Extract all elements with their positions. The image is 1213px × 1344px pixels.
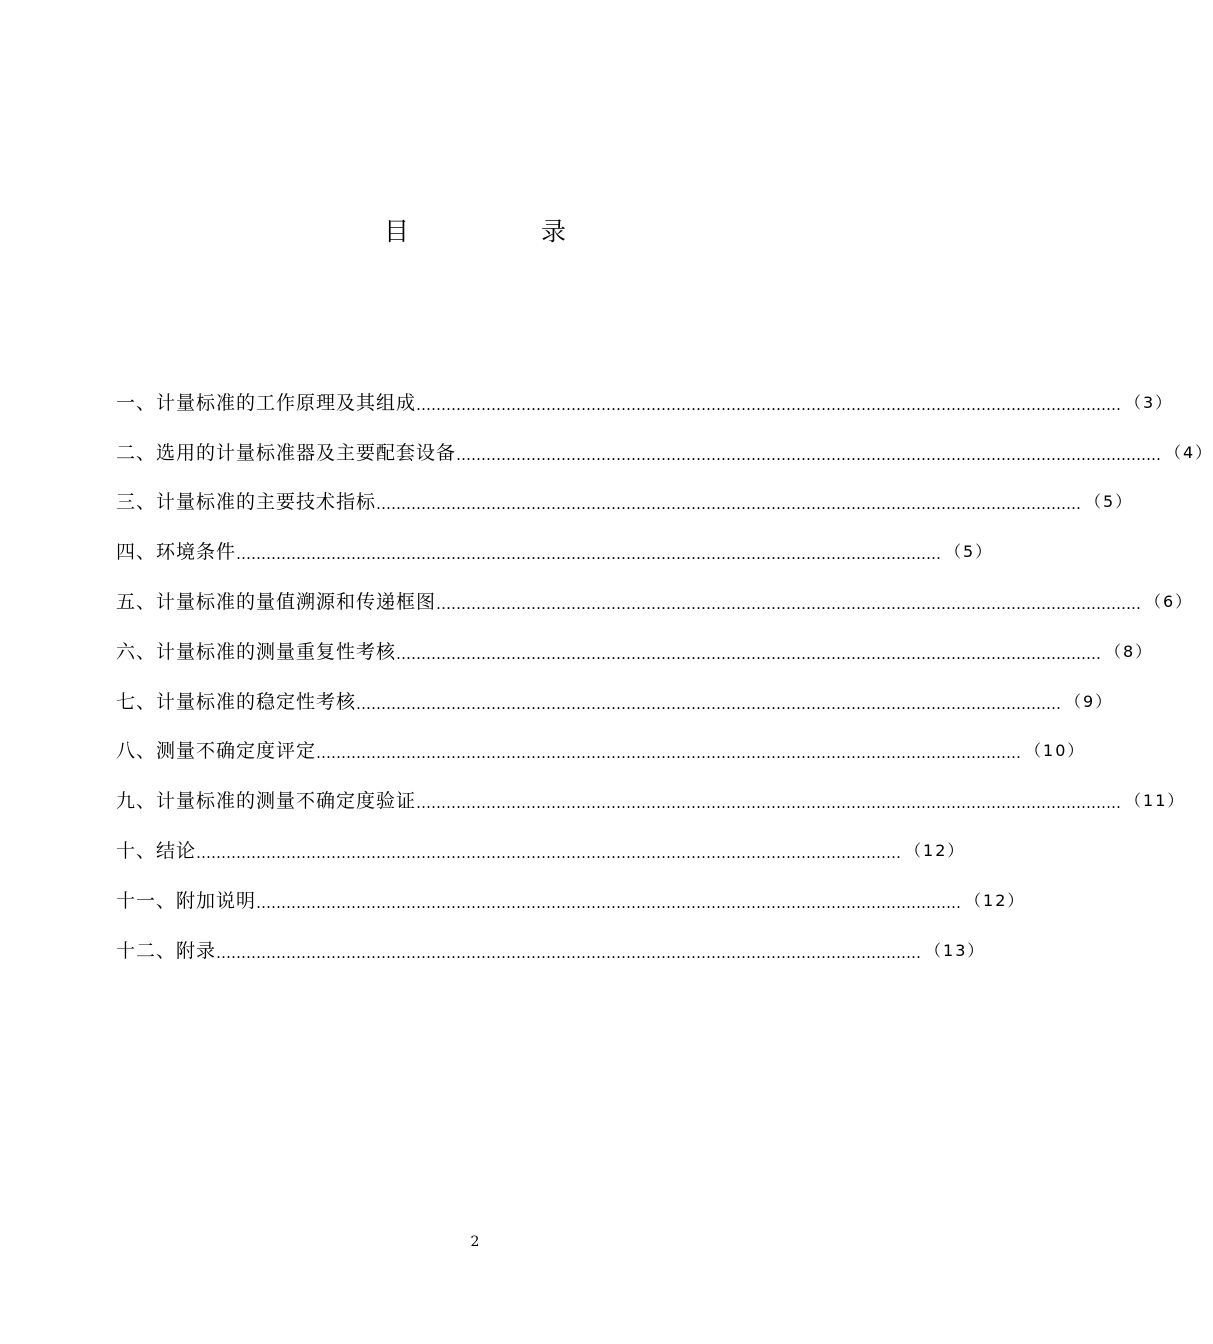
- toc-entry-label: 二、选用的计量标准器及主要配套设备: [116, 441, 457, 464]
- toc-entry-page: （13）: [925, 940, 986, 960]
- toc-entry-label: 十、结论: [116, 839, 197, 862]
- toc-title: 目 录: [384, 217, 628, 246]
- toc-entry-page: （6）: [1145, 591, 1194, 611]
- toc-entry-label: 四、环境条件: [116, 541, 237, 564]
- toc-leader-dots: ……………………………………………………………………………………………………………………………: [356, 694, 1062, 713]
- toc-entry-label: 一、计量标准的工作原理及其组成: [116, 391, 417, 414]
- toc-entry-page: （9）: [1065, 691, 1114, 711]
- toc-entry[interactable]: [116, 864, 1026, 914]
- toc-entry-label: 九、计量标准的测量不确定度验证: [116, 790, 417, 813]
- toc-entry-page: （4）: [1165, 442, 1213, 462]
- toc-entry-label: 十一、附加说明: [116, 889, 257, 912]
- toc-leader-dots: ……………………………………………………………………………………………………………………………: [196, 843, 902, 862]
- toc-entry-page: （8）: [1105, 641, 1154, 661]
- toc-leader-dots: ……………………………………………………………………………………………………………………………: [376, 495, 1082, 514]
- toc-entry[interactable]: [116, 366, 1174, 416]
- toc-entry[interactable]: [116, 565, 1194, 615]
- toc-entry[interactable]: [116, 914, 986, 964]
- toc-entry-label: 十二、附录: [116, 939, 217, 962]
- toc-entry[interactable]: [116, 764, 1186, 814]
- toc-entry-page: （10）: [1025, 741, 1086, 761]
- toc-leader-dots: ……………………………………………………………………………………………………………………………: [316, 744, 1022, 763]
- toc-entry-page: （12）: [905, 840, 966, 860]
- toc-entry-page: （5）: [945, 542, 994, 562]
- toc-entry-label: 七、计量标准的稳定性考核: [116, 690, 357, 713]
- toc-leader-dots: ……………………………………………………………………………………………………………………………: [456, 445, 1162, 464]
- page-number: 2: [470, 1234, 480, 1250]
- toc-entry-label: 六、计量标准的测量重复性考核: [116, 640, 397, 663]
- toc-entry[interactable]: [116, 416, 1213, 466]
- toc-entry-label: 三、计量标准的主要技术指标: [116, 491, 377, 514]
- toc-entry-label: 五、计量标准的量值溯源和传递框图: [116, 590, 437, 613]
- toc-leader-dots: ……………………………………………………………………………………………………………………………: [416, 395, 1122, 414]
- toc-entry[interactable]: [116, 665, 1114, 715]
- toc-leader-dots: ……………………………………………………………………………………………………………………………: [216, 943, 922, 962]
- toc-leader-dots: ……………………………………………………………………………………………………………………………: [256, 893, 962, 912]
- toc-entry-page: （12）: [965, 890, 1026, 910]
- toc-entry-page: （5）: [1085, 492, 1134, 512]
- toc-entry-page: （11）: [1125, 791, 1186, 811]
- toc-entry[interactable]: [116, 515, 994, 565]
- toc-leader-dots: ……………………………………………………………………………………………………………………………: [236, 545, 942, 564]
- toc-leader-dots: ……………………………………………………………………………………………………………………………: [396, 644, 1102, 663]
- toc-leader-dots: ……………………………………………………………………………………………………………………………: [416, 794, 1122, 813]
- toc-entry[interactable]: [116, 814, 966, 864]
- toc-entry[interactable]: [116, 466, 1134, 516]
- toc-leader-dots: ……………………………………………………………………………………………………………………………: [436, 594, 1142, 613]
- toc-entry[interactable]: [116, 615, 1154, 665]
- toc-entry-label: 八、测量不确定度评定: [116, 740, 317, 763]
- toc-entry-page: （3）: [1125, 392, 1174, 412]
- table-of-contents: [116, 366, 1213, 964]
- toc-entry[interactable]: [116, 715, 1086, 765]
